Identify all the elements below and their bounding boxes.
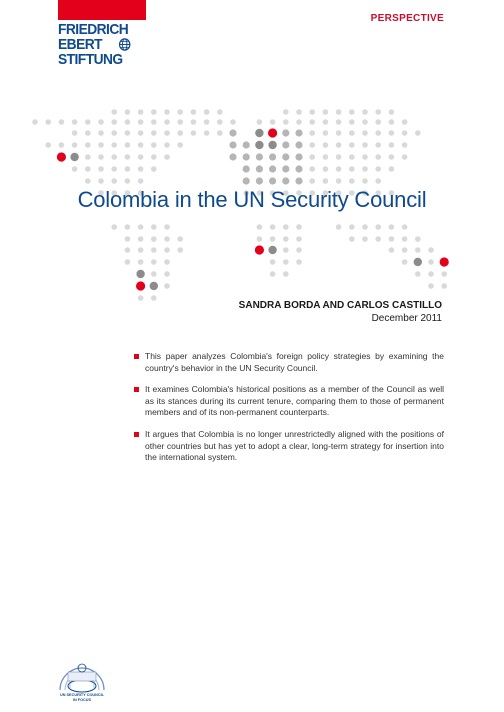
map-dot bbox=[336, 142, 342, 148]
map-dot bbox=[243, 141, 250, 148]
map-dot bbox=[441, 283, 447, 289]
map-dot bbox=[191, 130, 197, 136]
map-dot bbox=[98, 142, 104, 148]
map-dot bbox=[151, 154, 157, 160]
logo-line-3: STIFTUNG bbox=[58, 51, 123, 68]
map-dot bbox=[138, 109, 144, 115]
map-dot bbox=[389, 130, 395, 136]
map-dot bbox=[138, 142, 144, 148]
map-dot-highlight bbox=[268, 128, 277, 137]
map-dot bbox=[151, 236, 157, 242]
map-dot bbox=[282, 165, 289, 172]
authors: SANDRA BORDA AND CARLOS CASTILLO bbox=[238, 300, 442, 311]
map-dot bbox=[402, 119, 408, 125]
seal-caption: UN SECURITY COUNCIL IN FOCUS bbox=[59, 693, 105, 702]
map-dot bbox=[138, 178, 144, 184]
map-dot bbox=[309, 130, 315, 136]
map-dot bbox=[375, 154, 381, 160]
map-dot bbox=[151, 166, 157, 172]
map-dot bbox=[217, 119, 223, 125]
map-dot bbox=[217, 130, 223, 136]
map-dot bbox=[309, 142, 315, 148]
map-dot bbox=[389, 166, 395, 172]
map-dot bbox=[204, 119, 210, 125]
map-dot bbox=[414, 258, 422, 266]
map-dot bbox=[309, 109, 315, 115]
map-dot bbox=[415, 247, 421, 253]
map-dot bbox=[362, 166, 368, 172]
map-dot bbox=[138, 119, 144, 125]
map-dot bbox=[283, 119, 289, 125]
map-dot bbox=[415, 271, 421, 277]
map-dot bbox=[85, 154, 91, 160]
map-dot bbox=[72, 166, 78, 172]
map-dot bbox=[151, 109, 157, 115]
map-dot bbox=[177, 130, 183, 136]
map-dot bbox=[349, 166, 355, 172]
map-dot bbox=[389, 236, 395, 242]
map-dot bbox=[138, 259, 144, 265]
fes-logo bbox=[58, 0, 146, 67]
map-dot bbox=[296, 259, 302, 265]
map-dot bbox=[98, 166, 104, 172]
map-dot bbox=[336, 119, 342, 125]
map-dot bbox=[125, 119, 131, 125]
map-dot bbox=[45, 142, 51, 148]
map-dot bbox=[295, 177, 302, 184]
byline bbox=[239, 299, 442, 325]
map-dot bbox=[309, 119, 315, 125]
map-dot bbox=[85, 119, 91, 125]
map-dot bbox=[164, 142, 170, 148]
map-dot bbox=[111, 109, 117, 115]
map-dot bbox=[151, 224, 157, 230]
map-dot bbox=[125, 247, 131, 253]
bullet-square-icon bbox=[134, 432, 139, 437]
map-dot bbox=[111, 224, 117, 230]
map-dot bbox=[177, 142, 183, 148]
map-dot bbox=[389, 154, 395, 160]
map-dot bbox=[349, 224, 355, 230]
map-dot bbox=[164, 283, 170, 289]
map-dot bbox=[45, 119, 51, 125]
map-dot bbox=[336, 109, 342, 115]
map-dot bbox=[402, 224, 408, 230]
map-dot bbox=[295, 165, 302, 172]
map-dot bbox=[375, 236, 381, 242]
map-dot bbox=[229, 141, 236, 148]
map-dot bbox=[111, 130, 117, 136]
map-dot bbox=[125, 109, 131, 115]
map-dot bbox=[282, 177, 289, 184]
list-item: It examines Colombia's historical positions as a member of the Council as well as its stances during its current tenure, comparing them to those of permanent members and of its non-permanent counterparts. bbox=[134, 384, 444, 419]
map-dot bbox=[323, 178, 329, 184]
map-dot bbox=[32, 119, 38, 125]
map-dot bbox=[59, 119, 65, 125]
map-dot bbox=[72, 130, 78, 136]
map-dot bbox=[243, 165, 250, 172]
logo-line-2: EBERT bbox=[58, 37, 139, 52]
map-dot bbox=[375, 166, 381, 172]
map-dot bbox=[336, 166, 342, 172]
map-dot bbox=[375, 130, 381, 136]
map-dot bbox=[164, 119, 170, 125]
map-dot bbox=[164, 224, 170, 230]
map-dot bbox=[164, 109, 170, 115]
map-dot bbox=[283, 236, 289, 242]
map-dot bbox=[138, 247, 144, 253]
map-dot bbox=[151, 271, 157, 277]
map-dot bbox=[111, 142, 117, 148]
map-dot bbox=[151, 130, 157, 136]
map-dot bbox=[151, 119, 157, 125]
map-dot bbox=[375, 178, 381, 184]
map-dot bbox=[111, 178, 117, 184]
map-dot bbox=[85, 142, 91, 148]
map-dot bbox=[151, 247, 157, 253]
map-dot bbox=[138, 130, 144, 136]
map-dot bbox=[402, 154, 408, 160]
map-dot bbox=[295, 141, 302, 148]
map-dot bbox=[138, 154, 144, 160]
map-dot bbox=[309, 166, 315, 172]
map-dot bbox=[283, 109, 289, 115]
map-dot bbox=[270, 271, 276, 277]
map-dot bbox=[375, 224, 381, 230]
map-dot bbox=[402, 259, 408, 265]
map-dot bbox=[217, 109, 223, 115]
map-dot-highlight bbox=[57, 152, 66, 161]
map-dot bbox=[296, 119, 302, 125]
map-dot bbox=[336, 178, 342, 184]
document-title: Colombia in the UN Security Council bbox=[77, 187, 427, 212]
map-dot bbox=[136, 270, 144, 278]
map-dot bbox=[389, 142, 395, 148]
map-dot bbox=[268, 246, 276, 254]
map-dot bbox=[283, 247, 289, 253]
map-dot bbox=[349, 142, 355, 148]
publication-date: December 2011 bbox=[371, 313, 442, 324]
map-dot bbox=[362, 224, 368, 230]
bullet-square-icon bbox=[134, 354, 139, 359]
un-seal-icon bbox=[56, 656, 108, 696]
map-dot bbox=[402, 142, 408, 148]
map-dot bbox=[428, 271, 434, 277]
map-dot bbox=[362, 154, 368, 160]
map-dot bbox=[177, 247, 183, 253]
section-label: PERSPECTIVE bbox=[370, 13, 444, 24]
map-dot bbox=[375, 119, 381, 125]
map-dot bbox=[111, 166, 117, 172]
map-dot bbox=[283, 271, 289, 277]
map-dot bbox=[402, 236, 408, 242]
map-dot bbox=[268, 141, 276, 149]
map-dot bbox=[428, 259, 434, 265]
map-dot bbox=[415, 130, 421, 136]
map-dot bbox=[375, 142, 381, 148]
map-dot bbox=[349, 130, 355, 136]
map-dot bbox=[282, 153, 289, 160]
map-dot bbox=[323, 142, 329, 148]
map-dot bbox=[362, 178, 368, 184]
map-dot bbox=[362, 236, 368, 242]
map-dot bbox=[323, 130, 329, 136]
map-dot bbox=[362, 119, 368, 125]
map-dot bbox=[256, 153, 263, 160]
map-dot bbox=[111, 154, 117, 160]
summary-bullets bbox=[134, 351, 444, 474]
map-dot bbox=[295, 129, 302, 136]
map-dot bbox=[362, 142, 368, 148]
map-dot bbox=[323, 166, 329, 172]
map-dot bbox=[323, 119, 329, 125]
map-dot bbox=[138, 236, 144, 242]
map-dot bbox=[150, 282, 158, 290]
map-dot bbox=[402, 247, 408, 253]
map-dot bbox=[362, 130, 368, 136]
bullet-square-icon bbox=[134, 387, 139, 392]
map-dot bbox=[138, 295, 144, 301]
map-dot bbox=[309, 154, 315, 160]
map-dot bbox=[229, 153, 236, 160]
map-dot bbox=[138, 166, 144, 172]
map-dot bbox=[125, 236, 131, 242]
map-dot bbox=[256, 165, 263, 172]
map-dot bbox=[257, 236, 263, 242]
map-dot bbox=[349, 154, 355, 160]
map-dot bbox=[283, 224, 289, 230]
map-dot bbox=[389, 247, 395, 253]
map-dot bbox=[255, 141, 263, 149]
map-dot bbox=[204, 109, 210, 115]
map-dot bbox=[85, 166, 91, 172]
map-dot bbox=[230, 119, 236, 125]
map-dot-highlight bbox=[440, 257, 449, 266]
map-dot bbox=[375, 109, 381, 115]
map-dot bbox=[257, 119, 263, 125]
map-dot bbox=[269, 165, 276, 172]
map-dot bbox=[282, 129, 289, 136]
map-dot bbox=[270, 236, 276, 242]
map-dot bbox=[323, 154, 329, 160]
map-dot bbox=[85, 130, 91, 136]
map-dot bbox=[270, 259, 276, 265]
map-dot-highlight bbox=[255, 245, 264, 254]
map-dot bbox=[125, 259, 131, 265]
map-dot bbox=[323, 109, 329, 115]
map-dot bbox=[85, 178, 91, 184]
map-dot bbox=[428, 247, 434, 253]
map-dot bbox=[191, 119, 197, 125]
map-dot bbox=[243, 153, 250, 160]
map-dot bbox=[349, 109, 355, 115]
map-dot bbox=[164, 259, 170, 265]
map-dot bbox=[125, 154, 131, 160]
map-dot bbox=[125, 130, 131, 136]
map-dot bbox=[269, 177, 276, 184]
map-dot bbox=[269, 153, 276, 160]
map-dot bbox=[164, 154, 170, 160]
map-dot bbox=[164, 271, 170, 277]
map-dot bbox=[296, 236, 302, 242]
map-dot bbox=[362, 109, 368, 115]
map-dot bbox=[177, 236, 183, 242]
map-dot bbox=[164, 236, 170, 242]
map-dot bbox=[336, 224, 342, 230]
map-dot bbox=[98, 154, 104, 160]
map-dot bbox=[125, 224, 131, 230]
map-dot bbox=[125, 178, 131, 184]
logo-red-bar bbox=[58, 0, 146, 20]
map-dot bbox=[59, 142, 65, 148]
map-dot bbox=[283, 259, 289, 265]
map-dot bbox=[177, 119, 183, 125]
map-dot bbox=[349, 236, 355, 242]
map-dot bbox=[111, 119, 117, 125]
map-dot bbox=[138, 224, 144, 230]
map-dot bbox=[389, 109, 395, 115]
globe-icon bbox=[119, 38, 131, 51]
map-dot bbox=[243, 177, 250, 184]
map-dot bbox=[204, 130, 210, 136]
map-dot bbox=[191, 109, 197, 115]
logo-line-1: FRIEDRICH bbox=[58, 21, 129, 38]
map-dot-highlight bbox=[136, 281, 145, 290]
map-dot bbox=[98, 119, 104, 125]
map-dot bbox=[336, 154, 342, 160]
map-dot bbox=[349, 119, 355, 125]
map-dot bbox=[441, 271, 447, 277]
map-dot bbox=[151, 295, 157, 301]
map-dot bbox=[389, 119, 395, 125]
map-dot bbox=[72, 119, 78, 125]
map-dot bbox=[164, 130, 170, 136]
map-dot bbox=[415, 236, 421, 242]
map-dot bbox=[177, 109, 183, 115]
map-dot bbox=[402, 130, 408, 136]
map-dot bbox=[296, 224, 302, 230]
map-dot bbox=[428, 283, 434, 289]
map-dot bbox=[256, 177, 263, 184]
map-dot bbox=[72, 142, 78, 148]
map-dot bbox=[257, 224, 263, 230]
map-dot bbox=[98, 130, 104, 136]
map-dot bbox=[229, 129, 236, 136]
list-item: It argues that Colombia is no longer unrestrictedly aligned with the positions of other countries but has yet to adopt a clear, long-term strategy for insertion into the international system. bbox=[134, 429, 444, 464]
map-dot bbox=[296, 109, 302, 115]
map-dot bbox=[336, 130, 342, 136]
list-item: This paper analyzes Colombia's foreign policy strategies by examining the country's behavior in the UN Security Council. bbox=[134, 351, 444, 374]
map-dot bbox=[349, 178, 355, 184]
map-dot bbox=[270, 119, 276, 125]
logo-wordmark bbox=[58, 22, 139, 67]
map-dot bbox=[125, 142, 131, 148]
map-dot bbox=[125, 166, 131, 172]
map-dot bbox=[151, 142, 157, 148]
map-dot bbox=[98, 178, 104, 184]
map-dot bbox=[255, 129, 263, 137]
map-dot bbox=[70, 153, 78, 161]
map-dot bbox=[389, 224, 395, 230]
map-dot bbox=[309, 178, 315, 184]
map-dot bbox=[151, 259, 157, 265]
map-dot bbox=[282, 141, 289, 148]
map-dot bbox=[295, 153, 302, 160]
map-dot bbox=[164, 247, 170, 253]
map-dot bbox=[270, 224, 276, 230]
map-dot bbox=[296, 247, 302, 253]
